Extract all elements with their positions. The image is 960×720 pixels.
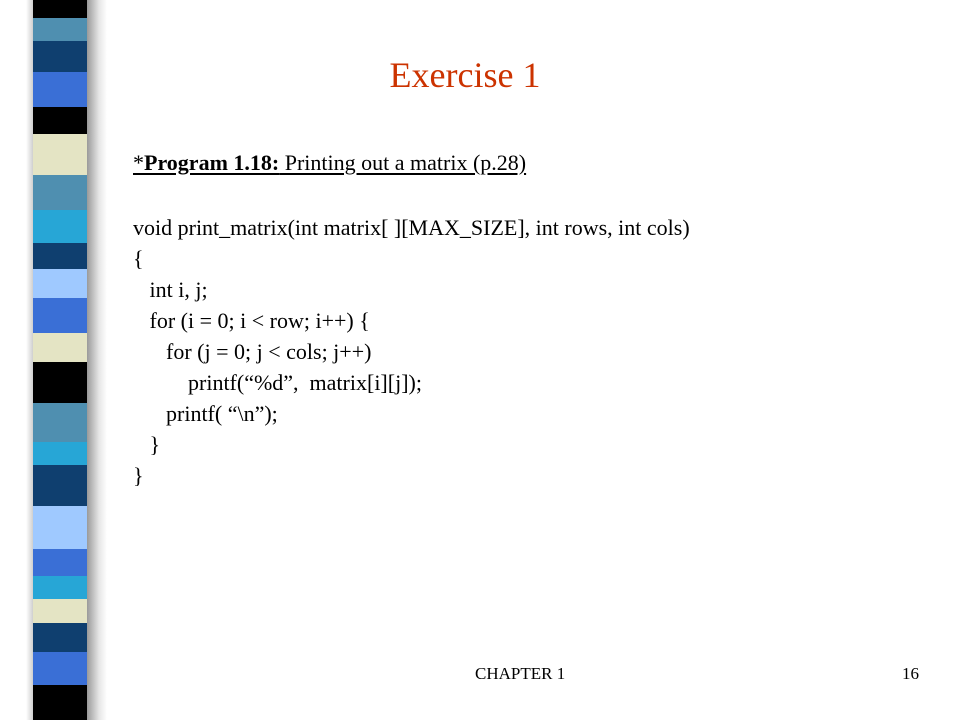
code-line: printf( “\n”);	[133, 401, 278, 426]
code-line: {	[133, 246, 144, 271]
stripe	[33, 549, 87, 576]
stripe	[33, 243, 87, 268]
slide-title: Exercise 1	[389, 55, 541, 95]
heading-rest: Printing out a matrix (p.28)	[279, 150, 527, 175]
stripe	[33, 269, 87, 298]
stripe	[33, 442, 87, 465]
stripe	[33, 175, 87, 210]
stripe	[33, 576, 87, 599]
stripe	[33, 333, 87, 362]
code-block	[133, 212, 690, 491]
stripe	[33, 685, 87, 720]
code-line: for (j = 0; j < cols; j++)	[133, 339, 372, 364]
stripe	[33, 465, 87, 506]
stripe	[33, 506, 87, 549]
code-line: int i, j;	[133, 277, 208, 302]
stripe	[33, 0, 87, 18]
code-line: }	[133, 432, 161, 457]
stripe	[33, 298, 87, 333]
code-line: printf(“%d”, matrix[i][j]);	[133, 370, 422, 395]
stripe	[33, 652, 87, 685]
stripe	[33, 599, 87, 622]
stripe	[33, 362, 87, 403]
stripe	[33, 107, 87, 134]
stripe	[33, 134, 87, 175]
code-line: }	[133, 463, 144, 488]
stripe	[33, 403, 87, 442]
stripe	[33, 18, 87, 41]
decorative-stripe-bar	[33, 0, 87, 720]
code-line: void print_matrix(int matrix[ ][MAX_SIZE], int rows, int cols)	[133, 215, 690, 240]
heading-bold: Program 1.18:	[144, 150, 280, 175]
code-line: for (i = 0; i < row; i++) {	[133, 308, 370, 333]
heading-prefix: *	[133, 150, 144, 175]
program-heading	[133, 150, 526, 176]
stripe-shadow-left	[26, 0, 33, 720]
stripe-shadow	[87, 0, 107, 720]
page-number: 16	[902, 664, 919, 683]
footer-chapter: CHAPTER 1	[475, 664, 566, 683]
stripe	[33, 623, 87, 652]
stripe	[33, 210, 87, 243]
